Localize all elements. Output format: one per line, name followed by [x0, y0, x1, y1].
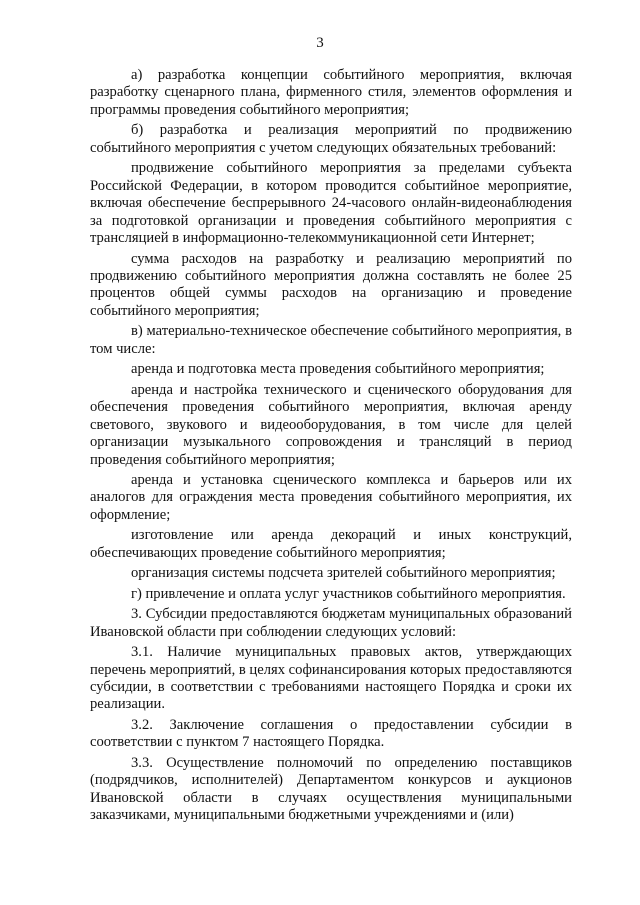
document-body	[90, 67, 572, 825]
paragraph-equipment-rental: аренда и настройка технического и сценического оборудования для обеспечения проведения событийного мероприятия, включая аренду светового, звукового и видеооборудования, в том числе для целей организации музыкального сопровождения и трансляций в период проведения событийного мероприятия;	[90, 381, 572, 468]
paragraph-3-subsidy-conditions: 3. Субсидии предоставляются бюджетам муниципальных образований Ивановской области при соблюдении следующих условий:	[90, 606, 572, 640]
paragraph-stage-barriers: аренда и установка сценического комплекса и барьеров или их аналогов для ограждения места проведения событийного мероприятия, их оформление;	[90, 471, 572, 523]
paragraph-b-promotion: б) разработка и реализация мероприятий по продвижению событийного мероприятия с учетом следующих обязательных требований:	[90, 122, 572, 156]
paragraph-promotion-expense-limit: сумма расходов на разработку и реализацию мероприятий по продвижению событийного мероприятия должна составлять не более 25 процентов общей суммы расходов на организацию и проведение событийного мероприятия;	[90, 250, 572, 319]
paragraph-3-2-agreement: 3.2. Заключение соглашения о предоставлении субсидии в соответствии с пунктом 7 настоящего Порядка.	[90, 716, 572, 751]
paragraph-venue-rental: аренда и подготовка места проведения событийного мероприятия;	[131, 361, 545, 378]
paragraph-a-concept: а) разработка концепции событийного мероприятия, включая разработку сценарного плана, фирменного стиля, элементов оформления и программы проведения событийного мероприятия;	[90, 67, 572, 118]
paragraph-3-3-procurement: 3.3. Осуществление полномочий по определению поставщиков (подрядчиков, исполнителей) Департаментом конкурсов и аукционов Ивановской области в случаях осуществления муниципальными заказчиками, муниципальными бюджетными учреждениями и (или)	[90, 754, 572, 824]
paragraph-v-logistics: в) материально-техническое обеспечение событийного мероприятия, в том числе:	[90, 323, 572, 357]
paragraph-spectator-count: организация системы подсчета зрителей событийного мероприятия;	[131, 565, 556, 582]
paragraph-g-participants: г) привлечение и оплата услуг участников событийного мероприятия.	[131, 585, 566, 602]
paragraph-3-1-legal-acts: 3.1. Наличие муниципальных правовых актов, утверждающих перечень мероприятий, в целях софинансирования которых предоставляются субсидии, в соответствии с требованиями настоящего Порядка и сроки их реализации.	[90, 644, 572, 713]
page-number: 3	[316, 35, 324, 51]
paragraph-promotion-outside-region: продвижение событийного мероприятия за пределами субъекта Российской Федерации, в котором проводится событийное мероприятие, включая обеспечение беспрерывного 24-часового онлайн-видеонаблюдения за подготовкой организации и проведения событийного мероприятия с трансляцией в информационно-телекоммуникационной сети Интернет;	[90, 160, 572, 247]
paragraph-decorations: изготовление или аренда декораций и иных конструкций, обеспечивающих проведение событийного мероприятия;	[90, 527, 572, 561]
